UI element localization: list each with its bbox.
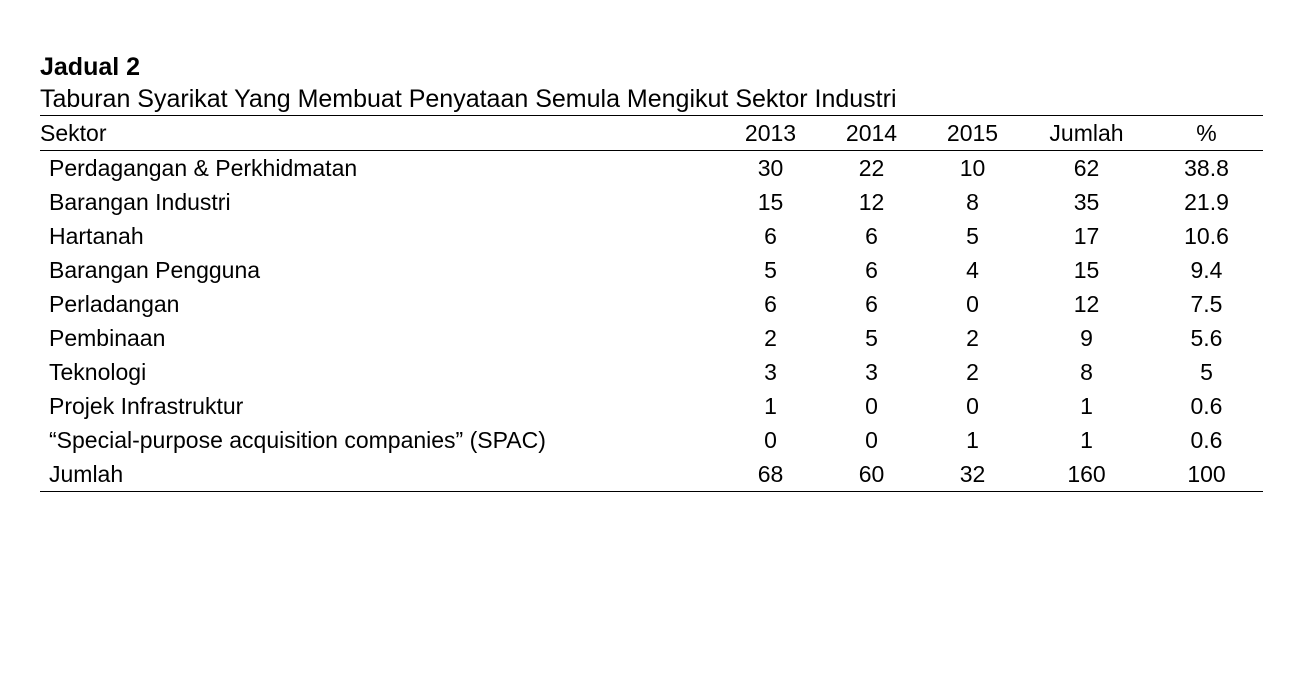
table-row bbox=[40, 389, 1263, 423]
cell-total: 9 bbox=[1080, 325, 1093, 351]
table-container bbox=[40, 50, 1263, 492]
cell-percent: 5 bbox=[1200, 359, 1213, 385]
table-row bbox=[40, 151, 1263, 186]
table-header-row bbox=[40, 116, 1263, 151]
header-jumlah: Jumlah bbox=[1049, 120, 1124, 146]
cell-y2013: 6 bbox=[764, 223, 777, 249]
table-row bbox=[40, 253, 1263, 287]
cell-y2015: 0 bbox=[966, 291, 979, 317]
cell-y2013: 15 bbox=[757, 189, 784, 215]
cell-total: 35 bbox=[1073, 189, 1100, 215]
cell-y2013: 68 bbox=[757, 461, 784, 487]
cell-total: 160 bbox=[1067, 461, 1106, 487]
cell-y2014: 60 bbox=[858, 461, 885, 487]
cell-y2014: 22 bbox=[858, 155, 885, 181]
table-caption: Taburan Syarikat Yang Membuat Penyataan Semula Mengikut Sektor Industri bbox=[40, 85, 897, 113]
sector-table bbox=[40, 115, 1263, 492]
cell-y2015: 2 bbox=[966, 325, 979, 351]
cell-y2013: 30 bbox=[757, 155, 784, 181]
cell-sector: “Special-purpose acquisition companies” (SPAC) bbox=[49, 427, 546, 453]
cell-y2015: 4 bbox=[966, 257, 979, 283]
cell-y2015: 5 bbox=[966, 223, 979, 249]
cell-percent: 21.9 bbox=[1184, 189, 1229, 215]
cell-y2014: 6 bbox=[865, 223, 878, 249]
cell-y2013: 6 bbox=[764, 291, 777, 317]
cell-y2015: 2 bbox=[966, 359, 979, 385]
cell-y2015: 1 bbox=[966, 427, 979, 453]
cell-sector: Teknologi bbox=[49, 359, 147, 385]
cell-percent: 38.8 bbox=[1184, 155, 1229, 181]
cell-sector: Perladangan bbox=[49, 291, 180, 317]
table-row bbox=[40, 423, 1263, 457]
cell-y2014: 0 bbox=[865, 393, 878, 419]
cell-y2013: 1 bbox=[764, 393, 777, 419]
table-label: Jadual 2 bbox=[40, 53, 141, 81]
cell-total: 1 bbox=[1080, 427, 1093, 453]
table-row bbox=[40, 457, 1263, 492]
cell-total: 1 bbox=[1080, 393, 1093, 419]
cell-y2014: 6 bbox=[865, 291, 878, 317]
cell-percent: 9.4 bbox=[1190, 257, 1223, 283]
cell-y2015: 32 bbox=[959, 461, 986, 487]
table-row bbox=[40, 219, 1263, 253]
cell-sector: Barangan Pengguna bbox=[49, 257, 261, 283]
cell-y2015: 8 bbox=[966, 189, 979, 215]
table-row bbox=[40, 185, 1263, 219]
header-sektor: Sektor bbox=[40, 120, 107, 146]
cell-percent: 5.6 bbox=[1190, 325, 1223, 351]
cell-y2013: 0 bbox=[764, 427, 777, 453]
cell-sector: Jumlah bbox=[49, 461, 124, 487]
cell-y2014: 12 bbox=[858, 189, 885, 215]
cell-sector: Hartanah bbox=[49, 223, 144, 249]
header-2014: 2014 bbox=[845, 120, 898, 146]
cell-y2015: 10 bbox=[959, 155, 986, 181]
cell-sector: Perdagangan & Perkhidmatan bbox=[49, 155, 358, 181]
cell-percent: 0.6 bbox=[1190, 393, 1223, 419]
cell-percent: 7.5 bbox=[1190, 291, 1223, 317]
cell-total: 15 bbox=[1073, 257, 1100, 283]
cell-percent: 100 bbox=[1187, 461, 1226, 487]
cell-sector: Pembinaan bbox=[49, 325, 166, 351]
cell-y2013: 5 bbox=[764, 257, 777, 283]
table-row bbox=[40, 287, 1263, 321]
cell-y2014: 0 bbox=[865, 427, 878, 453]
header-2015: 2015 bbox=[946, 120, 999, 146]
cell-total: 17 bbox=[1073, 223, 1100, 249]
cell-percent: 10.6 bbox=[1184, 223, 1229, 249]
cell-percent: 0.6 bbox=[1190, 427, 1223, 453]
cell-total: 8 bbox=[1080, 359, 1093, 385]
table-body bbox=[40, 151, 1263, 492]
header-percent: % bbox=[1196, 120, 1217, 146]
table-row bbox=[40, 321, 1263, 355]
cell-sector: Barangan Industri bbox=[49, 189, 231, 215]
cell-y2014: 3 bbox=[865, 359, 878, 385]
cell-y2014: 5 bbox=[865, 325, 878, 351]
cell-y2013: 2 bbox=[764, 325, 777, 351]
cell-y2015: 0 bbox=[966, 393, 979, 419]
cell-y2014: 6 bbox=[865, 257, 878, 283]
cell-total: 62 bbox=[1073, 155, 1100, 181]
table-row bbox=[40, 355, 1263, 389]
header-2013: 2013 bbox=[744, 120, 797, 146]
cell-total: 12 bbox=[1073, 291, 1100, 317]
cell-y2013: 3 bbox=[764, 359, 777, 385]
cell-sector: Projek Infrastruktur bbox=[49, 393, 244, 419]
